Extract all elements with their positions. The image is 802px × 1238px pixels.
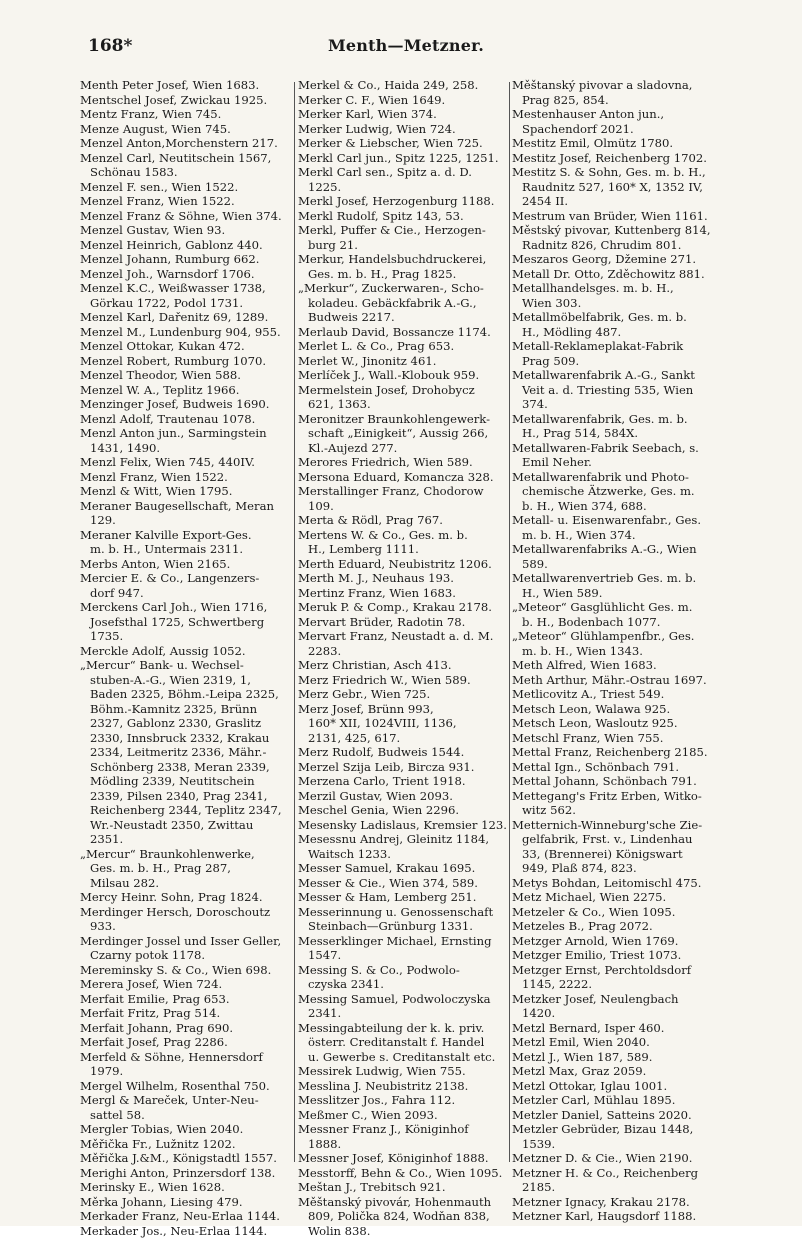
directory-entry: Metzl J., Wien 187, 589. xyxy=(512,1050,726,1065)
directory-entry: Merfeld & Söhne, Hennersdorf xyxy=(80,1050,290,1065)
directory-entry: Metsch Leon, Walawa 925. xyxy=(512,702,726,717)
directory-entry: Metzl Bernard, Isper 460. xyxy=(512,1021,726,1036)
directory-entry: Merker & Liebscher, Wien 725. xyxy=(298,136,506,151)
directory-entry: „Mercur“ Bank- u. Wechsel- xyxy=(80,658,290,673)
directory-entry: Mettegang's Fritz Erben, Witko- xyxy=(512,789,726,804)
directory-entry: „Merkur“, Zuckerwaren-, Scho- xyxy=(298,281,506,296)
directory-entry: Merker C. F., Wien 1649. xyxy=(298,93,506,108)
directory-entry: Mertens W. & Co., Ges. m. b. xyxy=(298,528,506,543)
entry-continuation-line: Wolin 838. xyxy=(298,1224,506,1238)
entry-continuation-line: Ges. m. b. H., Prag 287, xyxy=(80,861,290,876)
directory-entry: Metallwarenfabriks A.-G., Wien xyxy=(512,542,726,557)
directory-entry: Menzel Heinrich, Gablonz 440. xyxy=(80,238,290,253)
directory-entry: Merfait Johann, Prag 690. xyxy=(80,1021,290,1036)
directory-entry: Messingabteilung der k. k. priv. xyxy=(298,1021,506,1036)
entry-continuation-line: 160* XII, 1024VIII, 1136, xyxy=(298,716,506,731)
entry-continuation-line: Josefsthal 1725, Schwertberg xyxy=(80,615,290,630)
directory-entry: Mentschel Josef, Zwickau 1925. xyxy=(80,93,290,108)
directory-entry: Merkl Carl sen., Spitz a. d. D. xyxy=(298,165,506,180)
directory-entry: Merz Friedrich W., Wien 589. xyxy=(298,673,506,688)
entry-continuation-line: Kl.-Aujezd 277. xyxy=(298,441,506,456)
directory-entry: Menzel K.C., Weißwasser 1738, xyxy=(80,281,290,296)
entry-continuation-line: dorf 947. xyxy=(80,586,290,601)
entry-continuation-line: u. Gewerbe s. Creditanstalt etc. xyxy=(298,1050,506,1065)
directory-entry: Mestitz Josef, Reichenberg 1702. xyxy=(512,151,726,166)
entry-continuation-line: 1420. xyxy=(512,1006,726,1021)
directory-entry: Merker Ludwig, Wien 724. xyxy=(298,122,506,137)
directory-entry: Messtorff, Behn & Co., Wien 1095. xyxy=(298,1166,506,1181)
directory-entry: Mergler Tobias, Wien 2040. xyxy=(80,1122,290,1137)
directory-entry: Menzel Anton,Morchenstern 217. xyxy=(80,136,290,151)
directory-entry: Mestitz Emil, Olmütz 1780. xyxy=(512,136,726,151)
directory-entry: Menzl Adolf, Trautenau 1078. xyxy=(80,412,290,427)
entry-continuation-line: österr. Creditanstalt f. Handel xyxy=(298,1035,506,1050)
directory-entry: Mertinz Franz, Wien 1683. xyxy=(298,586,506,601)
directory-entry: Meraner Kalville Export-Ges. xyxy=(80,528,290,543)
entry-continuation-line: 2185. xyxy=(512,1180,726,1195)
directory-entry: Menzl Felix, Wien 745, 440IV. xyxy=(80,455,290,470)
directory-entry: Messirek Ludwig, Wien 755. xyxy=(298,1064,506,1079)
entry-continuation-line: Böhm.-Kamnitz 2325, Brünn xyxy=(80,702,290,717)
directory-entry: Menzel Franz & Söhne, Wien 374. xyxy=(80,209,290,224)
directory-entry: Měřička Fr., Lužnitz 1202. xyxy=(80,1137,290,1152)
entry-continuation-line: Emil Neher. xyxy=(512,455,726,470)
directory-entry: Metzl Emil, Wien 2040. xyxy=(512,1035,726,1050)
directory-entry: Merckens Carl Joh., Wien 1716, xyxy=(80,600,290,615)
directory-entry: Merera Josef, Wien 724. xyxy=(80,977,290,992)
directory-entry: Mestitz S. & Sohn, Ges. m. b. H., xyxy=(512,165,726,180)
entry-continuation-line: 129. xyxy=(80,513,290,528)
directory-entry: Menzel M., Lundenburg 904, 955. xyxy=(80,325,290,340)
directory-entry: Menzel F. sen., Wien 1522. xyxy=(80,180,290,195)
directory-entry: Měštanský pivovár, Hohenmauth xyxy=(298,1195,506,1210)
directory-entry: Mervart Brüder, Radotin 78. xyxy=(298,615,506,630)
directory-entry: Mergl & Mareček, Unter-Neu- xyxy=(80,1093,290,1108)
directory-entry: Menzinger Josef, Budweis 1690. xyxy=(80,397,290,412)
directory-entry: „Meteor“ Glühlampenfbr., Ges. xyxy=(512,629,726,644)
entry-continuation-line: witz 562. xyxy=(512,803,726,818)
directory-entry: Menze August, Wien 745. xyxy=(80,122,290,137)
entry-continuation-line: b. H., Bodenbach 1077. xyxy=(512,615,726,630)
directory-entry: Metlicovitz A., Triest 549. xyxy=(512,687,726,702)
entry-continuation-line: Reichenberg 2344, Teplitz 2347, xyxy=(80,803,290,818)
entry-continuation-line: 1539. xyxy=(512,1137,726,1152)
directory-entry: Messerklinger Michael, Ernsting xyxy=(298,934,506,949)
directory-entry: Merkader Franz, Neu-Erlaa 1144. xyxy=(80,1209,290,1224)
entry-continuation-line: Radnitz 826, Chrudim 801. xyxy=(512,238,726,253)
directory-entry: Mesessnu Andrej, Gleinitz 1184, xyxy=(298,832,506,847)
directory-entry: Meruk P. & Comp., Krakau 2178. xyxy=(298,600,506,615)
directory-entry: Metallwaren-Fabrik Seebach, s. xyxy=(512,441,726,456)
entry-continuation-line: Veit a. d. Triesting 535, Wien xyxy=(512,383,726,398)
entry-continuation-line: 809, Polička 824, Wodňan 838, xyxy=(298,1209,506,1224)
entry-continuation-line: Baden 2325, Böhm.-Leipa 2325, xyxy=(80,687,290,702)
directory-entry: Měštanský pivovar a sladovna, xyxy=(512,78,726,93)
directory-entry: Metzl Max, Graz 2059. xyxy=(512,1064,726,1079)
directory-entry: Messner Franz J., Königinhof xyxy=(298,1122,506,1137)
directory-entry: Metall Dr. Otto, Zděchowitz 881. xyxy=(512,267,726,282)
directory-entry: Meth Arthur, Mähr.-Ostrau 1697. xyxy=(512,673,726,688)
directory-entry: Menzel Johann, Rumburg 662. xyxy=(80,252,290,267)
entry-continuation-line: Wr.-Neustadt 2350, Zwittau xyxy=(80,818,290,833)
directory-entry: Merlet W., Jinonitz 461. xyxy=(298,354,506,369)
entry-continuation-line: Schönau 1583. xyxy=(80,165,290,180)
directory-entry: Merstallinger Franz, Chodorow xyxy=(298,484,506,499)
directory-entry: Merzena Carlo, Trient 1918. xyxy=(298,774,506,789)
directory-entry: Meth Alfred, Wien 1683. xyxy=(512,658,726,673)
directory-entry: Merfait Fritz, Prag 514. xyxy=(80,1006,290,1021)
entry-continuation-line: Wien 303. xyxy=(512,296,726,311)
directory-entry: Metternich-Winneburg'sche Zie- xyxy=(512,818,726,833)
directory-entry: Metallwarenfabrik A.-G., Sankt xyxy=(512,368,726,383)
directory-entry: Merz Christian, Asch 413. xyxy=(298,658,506,673)
directory-entry: Mestenhauser Anton jun., xyxy=(512,107,726,122)
entry-continuation-line: H., Mödling 487. xyxy=(512,325,726,340)
directory-entry: Merdinger Jossel und Isser Geller, xyxy=(80,934,290,949)
entry-continuation-line: sattel 58. xyxy=(80,1108,290,1123)
entry-continuation-line: m. b. H., Untermais 2311. xyxy=(80,542,290,557)
directory-entry: Měrka Johann, Liesing 479. xyxy=(80,1195,290,1210)
entry-continuation-line: Prag 509. xyxy=(512,354,726,369)
directory-entry: Merta & Rödl, Prag 767. xyxy=(298,513,506,528)
entry-continuation-line: 2131, 425, 617. xyxy=(298,731,506,746)
directory-entry: Mestrum van Brüder, Wien 1161. xyxy=(512,209,726,224)
directory-entry: Metallmöbelfabrik, Ges. m. b. xyxy=(512,310,726,325)
directory-entry: Merlet L. & Co., Prag 653. xyxy=(298,339,506,354)
directory-entry: Merfait Josef, Prag 2286. xyxy=(80,1035,290,1050)
directory-entry: Merores Friedrich, Wien 589. xyxy=(298,455,506,470)
directory-column-3 xyxy=(512,78,726,1188)
directory-entry: Messner Josef, Königinhof 1888. xyxy=(298,1151,506,1166)
directory-entry: Metzler Daniel, Satteins 2020. xyxy=(512,1108,726,1123)
directory-entry: Mereminsky S. & Co., Wien 698. xyxy=(80,963,290,978)
entry-continuation-line: 589. xyxy=(512,557,726,572)
entry-continuation-line: Budweis 2217. xyxy=(298,310,506,325)
directory-entry: „Mercur“ Braunkohlenwerke, xyxy=(80,847,290,862)
directory-entry: Meštan J., Trebitsch 921. xyxy=(298,1180,506,1195)
directory-entry: Merbs Anton, Wien 2165. xyxy=(80,557,290,572)
entry-continuation-line: H., Lemberg 1111. xyxy=(298,542,506,557)
directory-entry: Metzl Ottokar, Iglau 1001. xyxy=(512,1079,726,1094)
directory-entry: Mervart Franz, Neustadt a. d. M. xyxy=(298,629,506,644)
running-title: Menth—Metzner. xyxy=(88,36,724,55)
entry-continuation-line: 1145, 2222. xyxy=(512,977,726,992)
directory-entry: Meßmer C., Wien 2093. xyxy=(298,1108,506,1123)
directory-column-2 xyxy=(298,78,506,1188)
directory-entry: Menzl Franz, Wien 1522. xyxy=(80,470,290,485)
directory-entry: Merz Gebr., Wien 725. xyxy=(298,687,506,702)
entry-continuation-line: Waitsch 1233. xyxy=(298,847,506,862)
directory-entry: Menzel Franz, Wien 1522. xyxy=(80,194,290,209)
directory-entry: Merzel Szija Leib, Bircza 931. xyxy=(298,760,506,775)
entry-continuation-line: chemische Ätzwerke, Ges. m. xyxy=(512,484,726,499)
directory-entry: Metzler Carl, Mühlau 1895. xyxy=(512,1093,726,1108)
directory-entry: Merkel & Co., Haida 249, 258. xyxy=(298,78,506,93)
directory-entry: „Meteor“ Gasglühlicht Ges. m. xyxy=(512,600,726,615)
directory-entry: Menzel W. A., Teplitz 1966. xyxy=(80,383,290,398)
directory-entry: Metzler Gebrüder, Bizau 1448, xyxy=(512,1122,726,1137)
entry-continuation-line: czyska 2341. xyxy=(298,977,506,992)
directory-entry: Merkur, Handelsbuchdruckerei, xyxy=(298,252,506,267)
entry-continuation-line: 1225. xyxy=(298,180,506,195)
entry-continuation-line: Milsau 282. xyxy=(80,876,290,891)
directory-entry: Metallwarenvertrieb Ges. m. b. xyxy=(512,571,726,586)
entry-continuation-line: 1431, 1490. xyxy=(80,441,290,456)
entry-continuation-line: 621, 1363. xyxy=(298,397,506,412)
directory-column-1 xyxy=(80,78,290,1188)
directory-entry: Metallwarenfabrik, Ges. m. b. xyxy=(512,412,726,427)
entry-continuation-line: Raudnitz 527, 160* X, 1352 IV, xyxy=(512,180,726,195)
page-number: 168* xyxy=(88,36,132,56)
directory-entry: Mettal Franz, Reichenberg 2185. xyxy=(512,745,726,760)
entry-continuation-line: 1735. xyxy=(80,629,290,644)
directory-entry: Meronitzer Braunkohlengewerk- xyxy=(298,412,506,427)
entry-continuation-line: gelfabrik, Frst. v., Lindenhau xyxy=(512,832,726,847)
entry-continuation-line: Steinbach—Grünburg 1331. xyxy=(298,919,506,934)
entry-continuation-line: 33, (Brennerei) Königswart xyxy=(512,847,726,862)
directory-entry: Mersona Eduard, Komancza 328. xyxy=(298,470,506,485)
directory-entry: Menzel Carl, Neutitschein 1567, xyxy=(80,151,290,166)
directory-entry: Merckle Adolf, Aussig 1052. xyxy=(80,644,290,659)
entry-continuation-line: 949, Plaß 874, 823. xyxy=(512,861,726,876)
directory-entry: Merkl Rudolf, Spitz 143, 53. xyxy=(298,209,506,224)
directory-entry: Metall- u. Eisenwarenfabr., Ges. xyxy=(512,513,726,528)
directory-entry: Metsch Leon, Wasloutz 925. xyxy=(512,716,726,731)
directory-entry: Měřička J.&M., Königstadtl 1557. xyxy=(80,1151,290,1166)
entry-continuation-line: 1888. xyxy=(298,1137,506,1152)
entry-continuation-line: 1547. xyxy=(298,948,506,963)
entry-continuation-line: Czarny potok 1178. xyxy=(80,948,290,963)
directory-entry: Mergel Wilhelm, Rosenthal 750. xyxy=(80,1079,290,1094)
directory-entry: Metzger Emilio, Triest 1073. xyxy=(512,948,726,963)
entry-continuation-line: 2334, Leitmeritz 2336, Mähr.- xyxy=(80,745,290,760)
entry-continuation-line: 2330, Innsbruck 2332, Krakau xyxy=(80,731,290,746)
directory-entry: Metzker Josef, Neulengbach xyxy=(512,992,726,1007)
entry-continuation-line: stuben-A.-G., Wien 2319, 1, xyxy=(80,673,290,688)
directory-entry: Městský pivovar, Kuttenberg 814, xyxy=(512,223,726,238)
directory-entry: Messer & Cie., Wien 374, 589. xyxy=(298,876,506,891)
directory-entry: Menzel Theodor, Wien 588. xyxy=(80,368,290,383)
entry-continuation-line: m. b. H., Wien 1343. xyxy=(512,644,726,659)
entry-continuation-line: 109. xyxy=(298,499,506,514)
directory-entry: Merighi Anton, Prinzersdorf 138. xyxy=(80,1166,290,1181)
directory-entry: Metallwarenfabrik und Photo- xyxy=(512,470,726,485)
directory-entry: Meraner Baugesellschaft, Meran xyxy=(80,499,290,514)
directory-entry: Metzger Ernst, Perchtoldsdorf xyxy=(512,963,726,978)
directory-entry: Mesensky Ladislaus, Kremsier 123. xyxy=(298,818,506,833)
directory-entry: Mettal Johann, Schönbach 791. xyxy=(512,774,726,789)
column-divider xyxy=(509,82,510,1162)
directory-entry: Messlina J. Neubistritz 2138. xyxy=(298,1079,506,1094)
entry-continuation-line: 2283. xyxy=(298,644,506,659)
entry-continuation-line: 933. xyxy=(80,919,290,934)
directory-entry: Menzl Anton jun., Sarmingstein xyxy=(80,426,290,441)
directory-entry: Messing Samuel, Podwoloczyska xyxy=(298,992,506,1007)
directory-entry: Menzel Ottokar, Kukan 472. xyxy=(80,339,290,354)
directory-entry: Menzel Robert, Rumburg 1070. xyxy=(80,354,290,369)
directory-entry: Mermelstein Josef, Drohobycz xyxy=(298,383,506,398)
entry-continuation-line: 2327, Gablonz 2330, Graslitz xyxy=(80,716,290,731)
directory-entry: Messer & Ham, Lemberg 251. xyxy=(298,890,506,905)
directory-entry: Merlíček J., Wall.-Klobouk 959. xyxy=(298,368,506,383)
directory-entry: Metschl Franz, Wien 755. xyxy=(512,731,726,746)
entry-continuation-line: m. b. H., Wien 374. xyxy=(512,528,726,543)
entry-continuation-line: koladeu. Gebäckfabrik A.-G., xyxy=(298,296,506,311)
directory-entry: Merkl, Puffer & Cie., Herzogen- xyxy=(298,223,506,238)
directory-entry: Merkl Carl jun., Spitz 1225, 1251. xyxy=(298,151,506,166)
directory-entry: Mettal Ign., Schönbach 791. xyxy=(512,760,726,775)
directory-entry: Merz Josef, Brünn 993, xyxy=(298,702,506,717)
directory-entry: Metzner D. & Cie., Wien 2190. xyxy=(512,1151,726,1166)
directory-entry: Messerinnung u. Genossenschaft xyxy=(298,905,506,920)
directory-entry: Mentz Franz, Wien 745. xyxy=(80,107,290,122)
column-divider xyxy=(294,82,295,1162)
entry-continuation-line: H., Wien 589. xyxy=(512,586,726,601)
directory-entry: Meschel Genia, Wien 2296. xyxy=(298,803,506,818)
entry-continuation-line: 2339, Pilsen 2340, Prag 2341, xyxy=(80,789,290,804)
directory-entry: Merzil Gustav, Wien 2093. xyxy=(298,789,506,804)
directory-entry: Menzel Joh., Warnsdorf 1706. xyxy=(80,267,290,282)
directory-entry: Mercy Heinr. Sohn, Prag 1824. xyxy=(80,890,290,905)
directory-entry: Merz Rudolf, Budweis 1544. xyxy=(298,745,506,760)
directory-entry: Merdinger Hersch, Doroschoutz xyxy=(80,905,290,920)
entry-continuation-line: Schönberg 2338, Meran 2339, xyxy=(80,760,290,775)
entry-continuation-line: Ges. m. b. H., Prag 1825. xyxy=(298,267,506,282)
entry-continuation-line: 1979. xyxy=(80,1064,290,1079)
entry-continuation-line: Görkau 1722, Podol 1731. xyxy=(80,296,290,311)
directory-entry: Meszaros Georg, Džemine 271. xyxy=(512,252,726,267)
directory-entry: Metz Michael, Wien 2275. xyxy=(512,890,726,905)
directory-entry: Messlitzer Jos., Fahra 112. xyxy=(298,1093,506,1108)
page-header xyxy=(88,36,724,60)
entry-continuation-line: 2341. xyxy=(298,1006,506,1021)
directory-entry: Metzner H. & Co., Reichenberg xyxy=(512,1166,726,1181)
entry-continuation-line: Mödling 2339, Neutitschein xyxy=(80,774,290,789)
directory-entry: Messer Samuel, Krakau 1695. xyxy=(298,861,506,876)
directory-entry: Merker Karl, Wien 374. xyxy=(298,107,506,122)
entry-continuation-line: H., Prag 514, 584X. xyxy=(512,426,726,441)
directory-entry: Menzl & Witt, Wien 1795. xyxy=(80,484,290,499)
directory-entry: Merlaub David, Bossancze 1174. xyxy=(298,325,506,340)
directory-entry: Menzel Gustav, Wien 93. xyxy=(80,223,290,238)
directory-entry: Merth M. J., Neuhaus 193. xyxy=(298,571,506,586)
entry-continuation-line: Spachendorf 2021. xyxy=(512,122,726,137)
directory-entry: Metzeles B., Prag 2072. xyxy=(512,919,726,934)
directory-entry: Mercier E. & Co., Langenzers- xyxy=(80,571,290,586)
entry-continuation-line: burg 21. xyxy=(298,238,506,253)
directory-entry: Merth Eduard, Neubistritz 1206. xyxy=(298,557,506,572)
directory-entry: Metall-Reklameplakat-Fabrik xyxy=(512,339,726,354)
directory-entry: Merkl Josef, Herzogenburg 1188. xyxy=(298,194,506,209)
directory-entry: Merinsky E., Wien 1628. xyxy=(80,1180,290,1195)
entry-continuation-line: Prag 825, 854. xyxy=(512,93,726,108)
entry-continuation-line: b. H., Wien 374, 688. xyxy=(512,499,726,514)
directory-entry: Metallhandelsges. m. b. H., xyxy=(512,281,726,296)
entry-continuation-line: 374. xyxy=(512,397,726,412)
directory-entry: Metzger Arnold, Wien 1769. xyxy=(512,934,726,949)
directory-entry: Metys Bohdan, Leitomischl 475. xyxy=(512,876,726,891)
entry-continuation-line: schaft „Einigkeit“, Aussig 266, xyxy=(298,426,506,441)
directory-entry: Merfait Emilie, Prag 653. xyxy=(80,992,290,1007)
directory-entry: Metzner Ignacy, Krakau 2178. xyxy=(512,1195,726,1210)
directory-entry: Menzel Karl, Dařenitz 69, 1289. xyxy=(80,310,290,325)
directory-entry: Merkader Jos., Neu-Erlaa 1144. xyxy=(80,1224,290,1238)
directory-entry: Menth Peter Josef, Wien 1683. xyxy=(80,78,290,93)
directory-entry: Messing S. & Co., Podwolo- xyxy=(298,963,506,978)
directory-entry: Metzner Karl, Haugsdorf 1188. xyxy=(512,1209,726,1224)
directory-entry: Metzeler & Co., Wien 1095. xyxy=(512,905,726,920)
entry-continuation-line: 2351. xyxy=(80,832,290,847)
entry-continuation-line: 2454 II. xyxy=(512,194,726,209)
